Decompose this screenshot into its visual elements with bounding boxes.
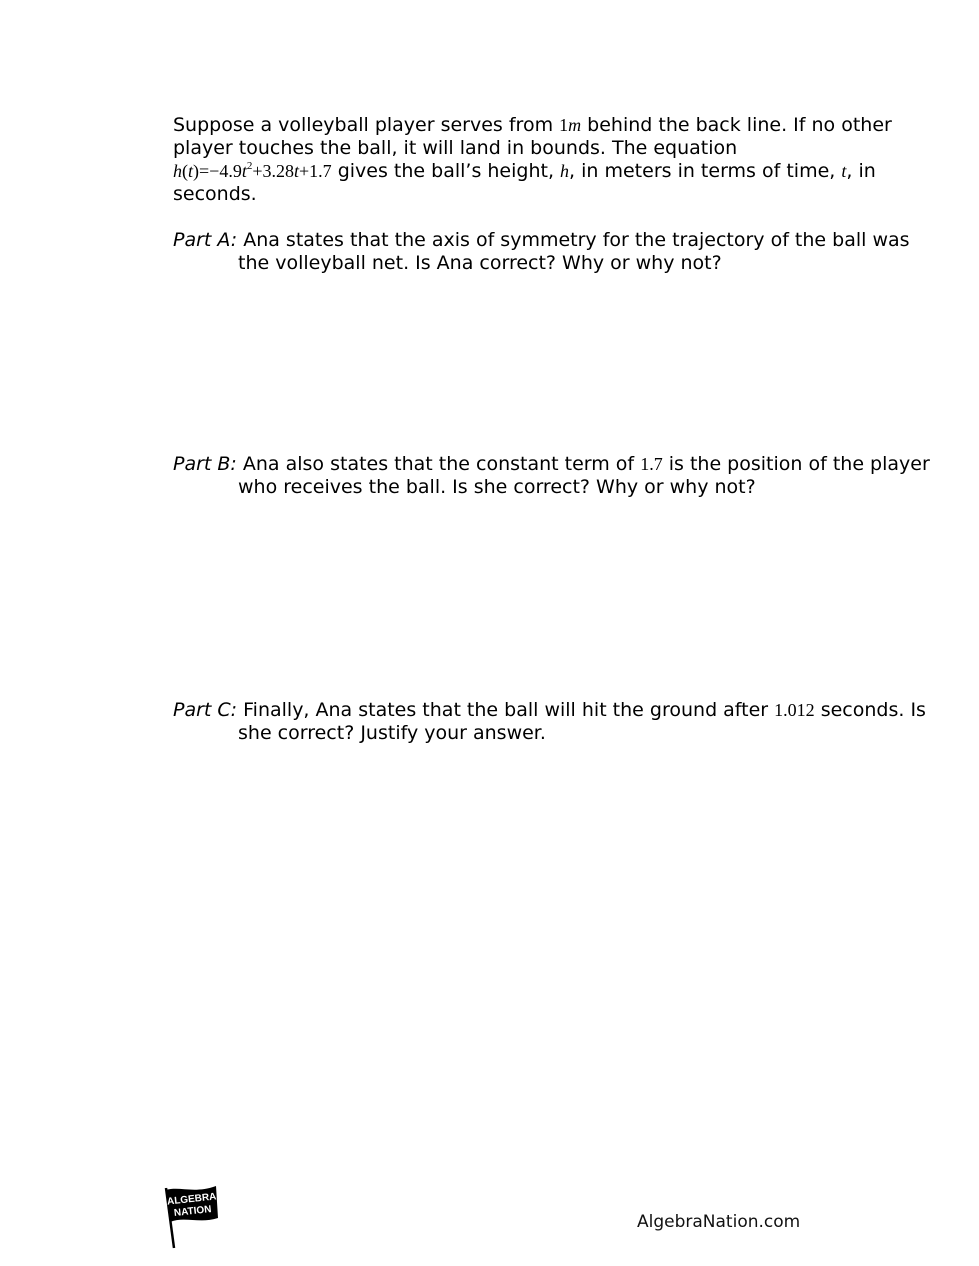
part-b-label: Part B:: [173, 453, 237, 475]
intro-text: behind the back line. If no other player touches the ball, it will land in bounds. The equation: [173, 114, 892, 159]
part-c-question: [173, 699, 933, 745]
part-c-value: 1.012: [774, 700, 815, 720]
intro-text: , in meters in terms of time,: [569, 160, 836, 182]
eq-coef-a: −4.9: [209, 161, 242, 181]
eq-constant: +1.7: [299, 161, 332, 181]
eq-coef-b: +3.28: [252, 161, 294, 181]
part-c-text: seconds. Is she correct? Justify your answer.: [238, 699, 926, 744]
eq-equals: =: [199, 161, 210, 181]
part-c-text: Finally, Ana states that the ball will hit the ground after: [243, 699, 769, 721]
height-equation: [173, 161, 332, 181]
part-b-text: is the position of the player who receives the ball. Is she correct? Why or why not?: [238, 453, 930, 498]
eq-paren-open: (: [182, 161, 188, 181]
intro-text: , in seconds.: [173, 160, 876, 205]
part-a-label: Part A:: [173, 229, 238, 251]
logo-text-line1: ALGEBRA: [166, 1191, 217, 1208]
problem-statement: [173, 114, 943, 206]
website-url: AlgebraNation.com: [637, 1212, 801, 1232]
distance-value: 1: [559, 115, 569, 135]
eq-var-h: h: [173, 161, 182, 181]
part-b-text: Ana also states that the constant term of: [242, 453, 635, 475]
part-a-question: [173, 229, 933, 275]
intro-text: gives the ball’s height,: [337, 160, 554, 182]
eq-exponent: 2: [246, 160, 253, 172]
part-a-text: Ana states that the axis of symmetry for the trajectory of the ball was the volleyball net. Is Ana correct? Why or why not?: [238, 229, 910, 274]
eq-var-t: t: [188, 161, 194, 181]
part-b-value: 1.7: [640, 454, 663, 474]
logo-text-line2: NATION: [173, 1204, 213, 1219]
part-c-label: Part C:: [173, 699, 238, 721]
var-t: t: [841, 161, 847, 181]
intro-text: Suppose a volleyball player serves from: [173, 114, 554, 136]
eq-paren-close: ): [193, 161, 200, 181]
distance-unit: m: [568, 115, 582, 135]
part-b-question: [173, 453, 933, 499]
eq-var-t: t: [241, 161, 247, 181]
eq-var-t: t: [294, 161, 300, 181]
algebra-nation-logo: [160, 1184, 220, 1250]
var-h: h: [560, 161, 570, 181]
